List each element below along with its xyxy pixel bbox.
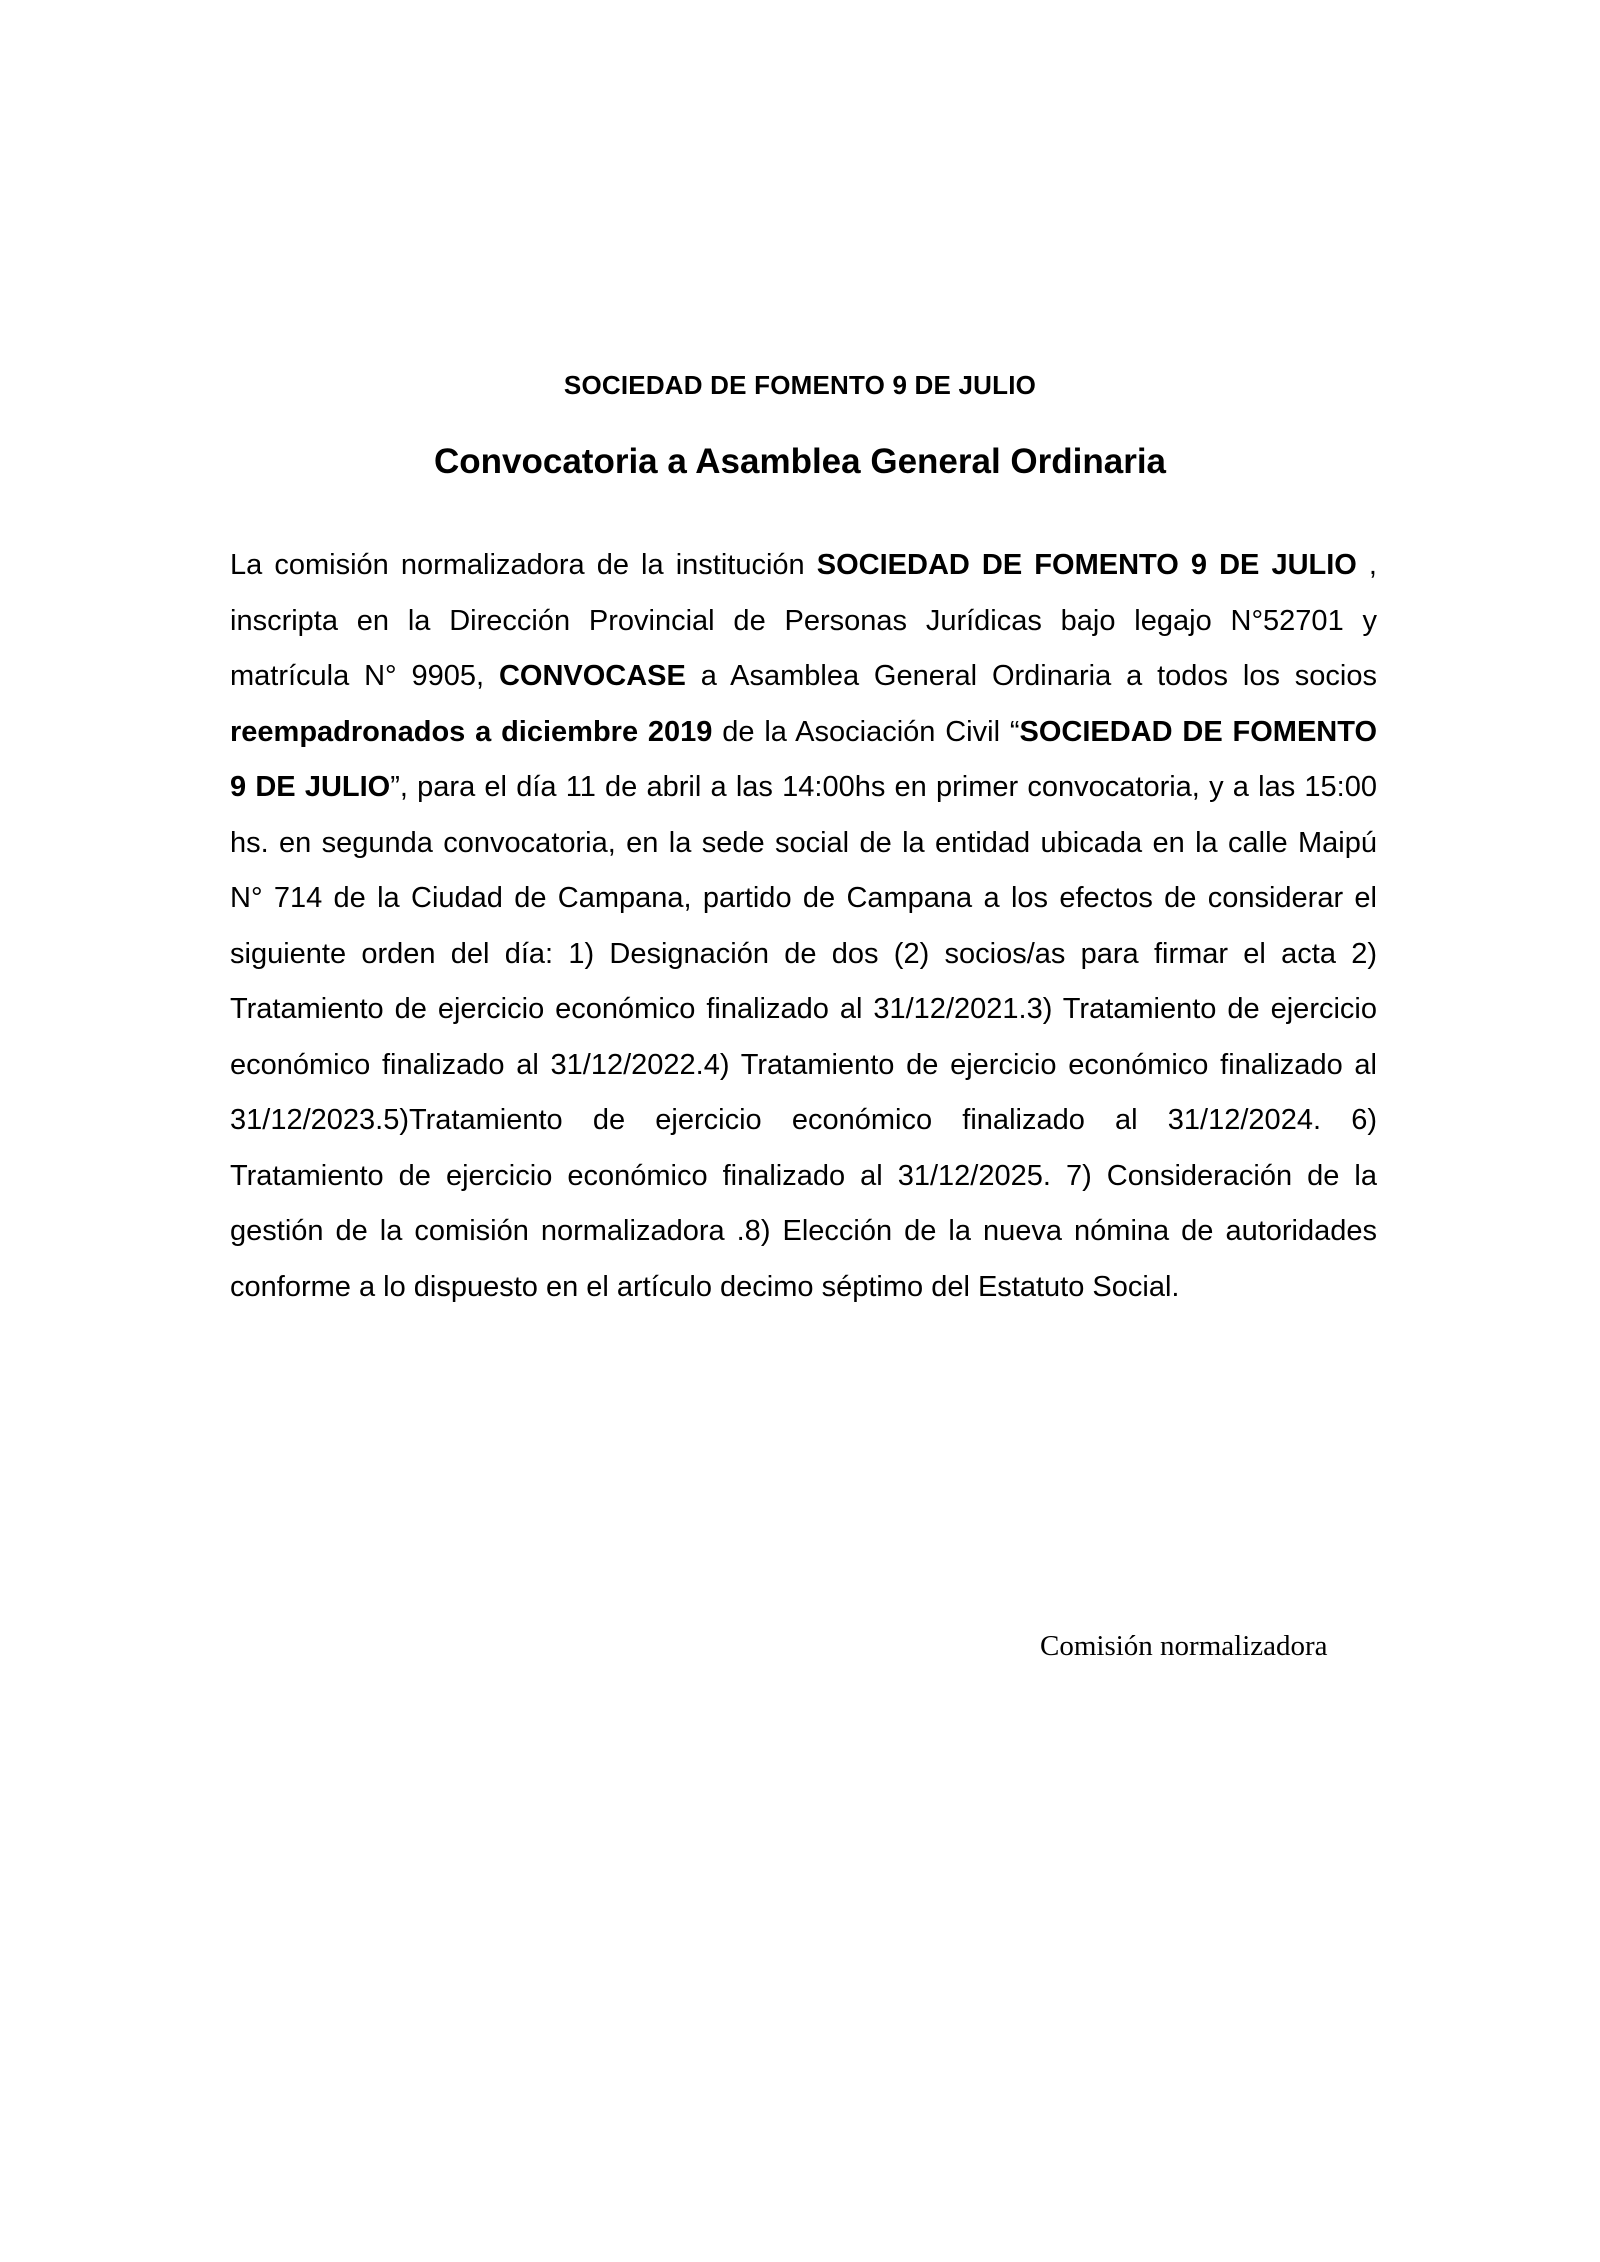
document-title: Convocatoria a Asamblea General Ordinaria: [433, 442, 1167, 481]
paragraph-text-5: ”, para el día 11 de abril a las 14:00hs en primer convocatoria, y a las 15:00 hs. en segunda convocatoria, en la sede social de la entidad ubicada en la calle Maipú N° 714 de la Ciudad de Campana, partido de Campana a los efectos de considerar el siguiente orden del día: 1) Designación de dos (2) socios/as para firmar el acta 2) Tratamiento de ejercicio económico finalizado al 31/12/2021.3) Tratamiento de ejercicio económico finalizado al 31/12/2022.4) Tratamiento de ejercicio económico finalizado al 31/12/2023.5)Tratamiento de ejercicio económico finalizado al 31/12/2024. 6) Tratamiento de ejercicio económico finalizado al 31/12/2025. 7) Consideración de la gestión de la comisión normalizadora .8) Elección de la nueva nómina de autoridades conforme a lo dispuesto en el artículo decimo séptimo del Estatuto Social.: [230, 771, 1377, 1303]
organization-name-bold-1: SOCIEDAD DE FOMENTO 9 DE JULIO: [816, 549, 1357, 581]
convocation-paragraph: [230, 538, 1377, 1315]
reempadronados-bold: reempadronados a diciembre 2019: [230, 715, 713, 748]
paragraph-text-3: a Asamblea General Ordinaria a todos los socios: [685, 660, 1377, 692]
organization-heading: SOCIEDAD DE FOMENTO 9 DE JULIO: [563, 370, 1037, 400]
paragraph-text-2: , inscripta en la Dirección Provincial de Personas Jurídicas bajo legajo N°52701 y matrícula N° 9905,: [230, 549, 1377, 692]
paragraph-text-4: de la Asociación Civil “: [712, 715, 1020, 748]
signature-line: Comisión normalizadora: [1040, 1630, 1328, 1662]
paragraph-text-1: La comisión normalizadora de la institución: [230, 549, 817, 581]
convocase-bold: CONVOCASE: [498, 660, 686, 692]
organization-name-bold-2: SOCIEDAD DE FOMENTO 9 DE JULIO: [230, 715, 1378, 803]
